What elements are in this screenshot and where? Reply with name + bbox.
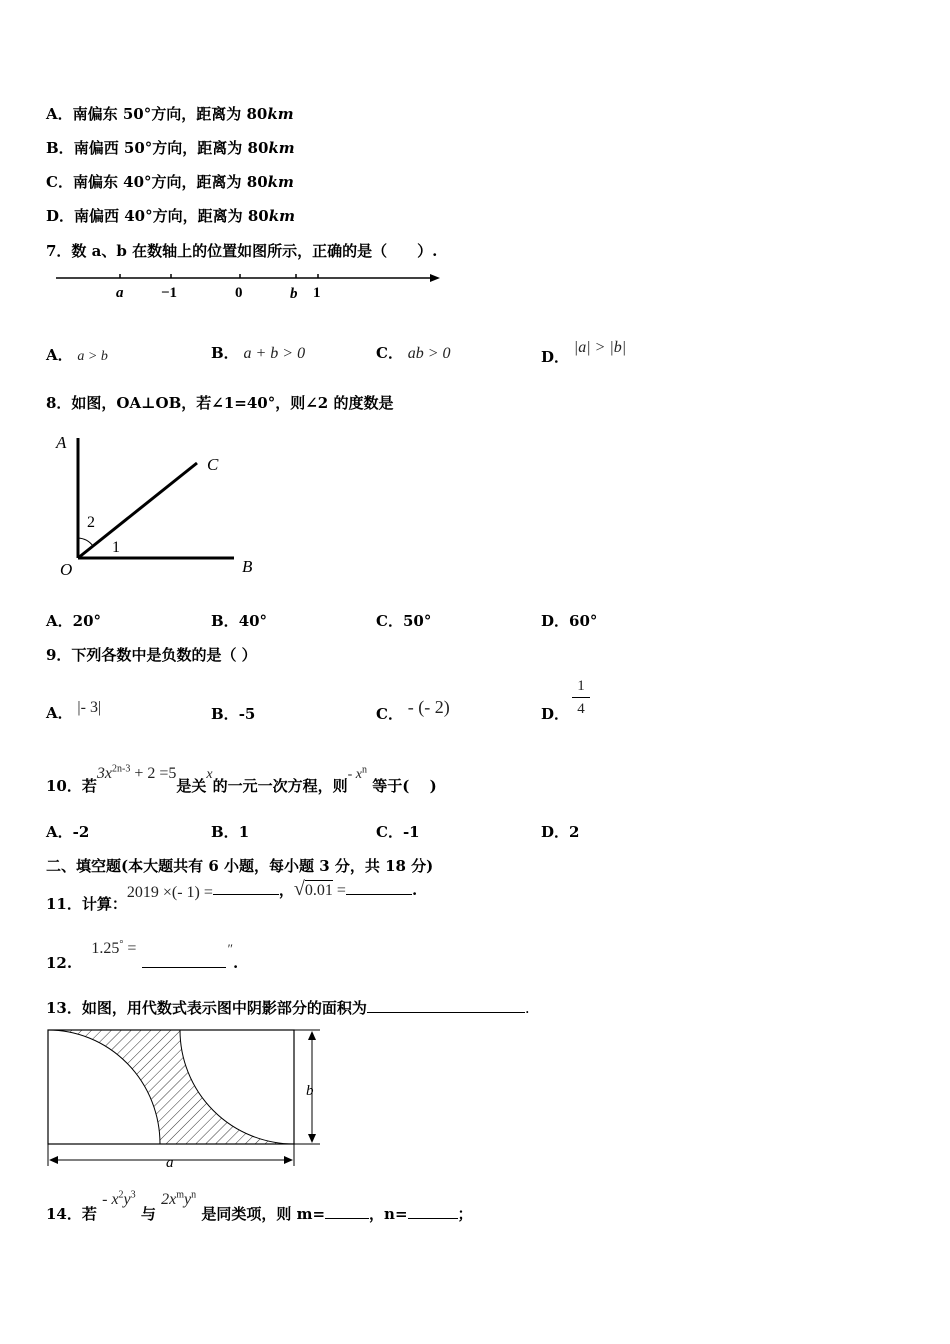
q10-stem: 10．若$3x^{2n-3} + 2 =5$是关x的一元一次方程，则- $x^n$ 等于( )	[46, 763, 437, 795]
q7-option-b: B． a + b > 0	[211, 344, 306, 362]
fraction-bar	[572, 697, 590, 698]
section2-heading: 二、填空题(本大题共有 6 小题，每小题 3 分，共 18 分)	[46, 857, 434, 875]
q8-option-d: D．60°	[541, 612, 598, 630]
q6-option-c: C．南偏东 40°方向，距离为 80km	[46, 173, 294, 191]
q6-option-a: A．南偏东 50°方向，距离为 80km	[46, 105, 294, 123]
shaded-region	[48, 1030, 294, 1144]
q14: 14．若 - $x^2y^3$ 与 $2x^my^n$ 是同类项，则 m= ，n= ；	[46, 1189, 473, 1223]
q12: 12. 1.25° = ″.	[46, 939, 239, 972]
label-b: B	[242, 557, 253, 576]
label-a: a	[166, 1155, 174, 1170]
q7-number-line	[50, 264, 450, 306]
q9-option-c: C． - (- 2)	[376, 697, 450, 723]
axis-label-1: 1	[313, 285, 321, 301]
label-angle2: 2	[87, 514, 95, 531]
q10-option-d: D．2	[541, 823, 580, 841]
axis-label-a: a	[116, 285, 124, 301]
q8-option-c: C．50°	[376, 612, 432, 630]
q7-option-c: C． ab > 0	[376, 344, 451, 362]
ray-oc	[78, 463, 197, 558]
axis-label-b: b	[290, 286, 298, 302]
axis-label-neg1: −1	[161, 285, 178, 301]
number-line-arrow	[430, 274, 440, 282]
fraction-denominator: 4	[577, 701, 585, 717]
angle2-arc	[78, 538, 93, 546]
q12-blank[interactable]	[142, 953, 226, 968]
q10-option-a: A．-2	[46, 823, 90, 841]
q8-option-a: A．20°	[46, 612, 102, 630]
q6-option-d: D．南偏西 40°方向，距离为 80km	[46, 207, 295, 225]
axis-label-0: 0	[235, 285, 243, 301]
q13-blank[interactable]	[367, 998, 525, 1013]
q6-option-b: B．南偏西 50°方向，距离为 80km	[46, 139, 295, 157]
q11: 11．计算：2019 ×(- 1) = ，√0.01 = .	[46, 878, 418, 913]
q14-blank-n[interactable]	[408, 1204, 458, 1219]
q14-blank-m[interactable]	[325, 1204, 369, 1219]
q11-blank1[interactable]	[213, 880, 279, 895]
q8-figure	[52, 430, 272, 580]
label-o: O	[60, 560, 73, 579]
q8-option-b: B．40°	[211, 612, 268, 630]
label-b: b	[306, 1083, 314, 1099]
q7-stem: 7．数 a、b 在数轴上的位置如图所示，正确的是（ ）.	[46, 242, 438, 260]
label-angle1: 1	[112, 539, 120, 556]
q9-stem: 9．下列各数中是负数的是（ ）	[46, 646, 257, 664]
q9-fraction	[572, 677, 590, 718]
q11-blank2[interactable]	[346, 880, 412, 895]
q13-figure	[44, 1028, 329, 1170]
label-c: C	[207, 455, 219, 474]
label-a: A	[56, 433, 67, 452]
q10-option-b: B．1	[211, 823, 250, 841]
q9-option-a: A． |- 3|	[46, 699, 102, 722]
q13-stem: 13．如图，用代数式表示图中阴影部分的面积为 .	[46, 999, 530, 1017]
fraction-numerator: 1	[577, 678, 585, 694]
q7-option-d: D． |a| > |b|	[541, 339, 627, 366]
q9-option-b: B．-5	[211, 705, 256, 723]
q7-option-a: A． a > b	[46, 346, 108, 364]
q9-option-d: D．	[541, 705, 570, 723]
q10-option-c: C．-1	[376, 823, 420, 841]
q8-stem: 8．如图，OA⊥OB，若∠1=40°，则∠2 的度数是	[46, 394, 394, 412]
